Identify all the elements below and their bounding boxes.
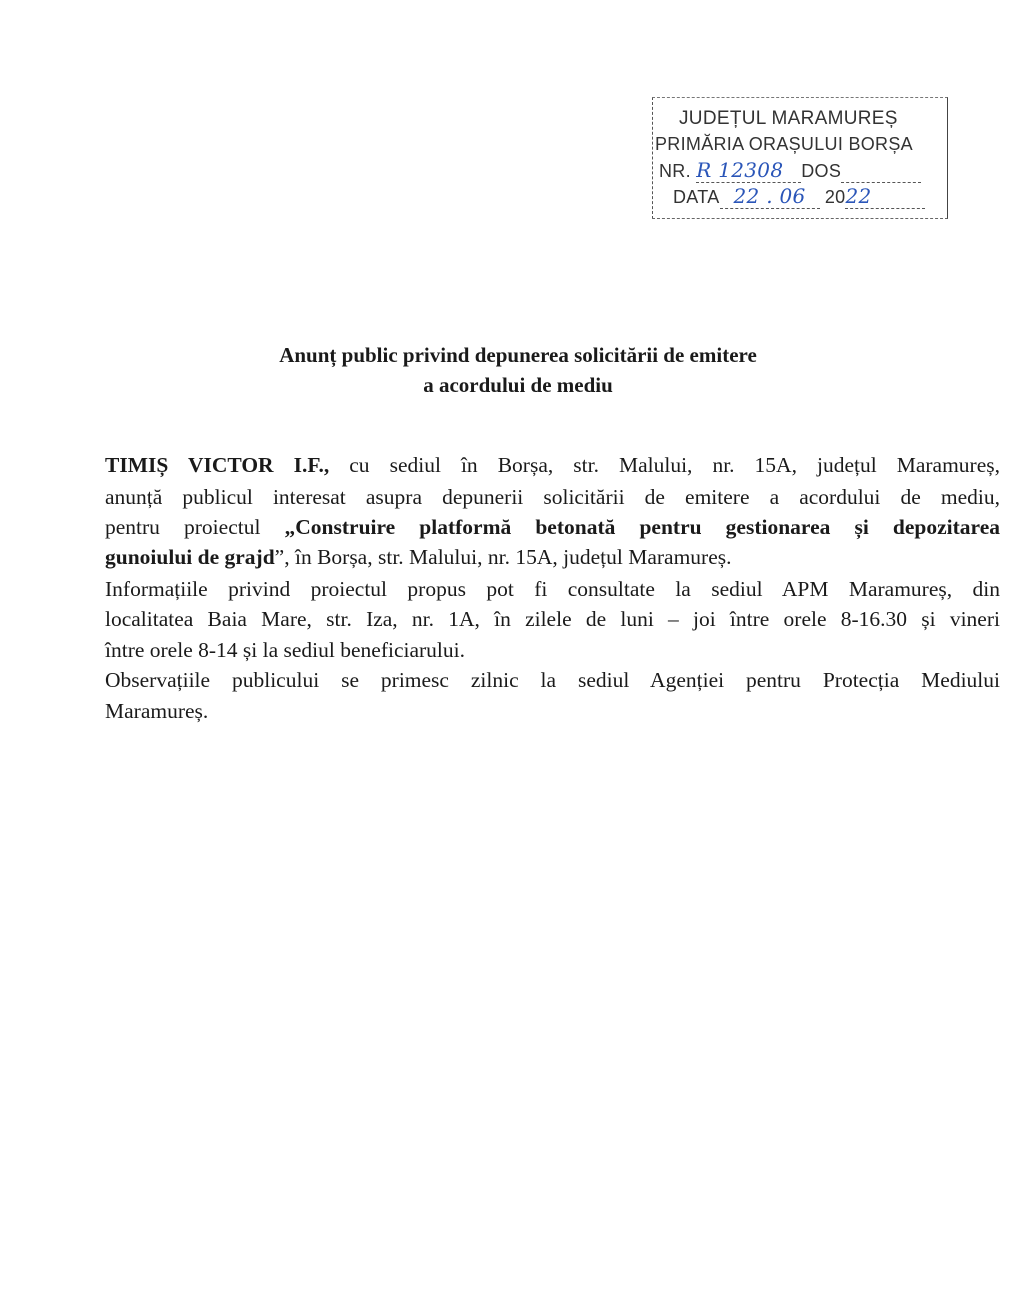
body-line: Maramureș. xyxy=(105,699,209,723)
stamp-date-row xyxy=(673,184,925,209)
body-text: cu sediul în Borșa, str. Malului, nr. 15A, județul Maramureș, xyxy=(329,453,1000,477)
body-text: pentru proiectul xyxy=(105,515,285,539)
body-line: între orele 8-14 și la sediul beneficiarului. xyxy=(105,638,465,662)
stamp-data-label: DATA xyxy=(673,187,720,207)
project-name-cont: gunoiului de grajd xyxy=(105,545,275,569)
stamp-date-value: 22 . 06 xyxy=(720,184,820,209)
page-title-line2: a acordului de mediu xyxy=(423,373,613,397)
stamp-institution: PRIMĂRIA ORAȘULUI BORȘA xyxy=(655,134,913,154)
stamp-county: JUDEȚUL MARAMUREȘ xyxy=(679,108,898,129)
registration-stamp xyxy=(652,97,948,219)
body-line xyxy=(105,515,1000,540)
body-line xyxy=(105,545,1000,570)
body-line: anunță publicul interesat asupra depunerii solicitării de emitere a acordului de mediu, xyxy=(105,485,1000,509)
stamp-year-suffix: 22 xyxy=(845,184,925,209)
body-line: Observațiile publicului se primesc zilnic la sediul Agenției pentru Protecția Mediului xyxy=(105,668,1000,692)
body-line: Informațiile privind proiectul propus pot fi consultate la sediul APM Maramureș, din xyxy=(105,577,1000,601)
stamp-dos-label: DOS xyxy=(801,161,842,181)
stamp-year-prefix: 20 xyxy=(824,187,846,207)
body-text: ”, în Borșa, str. Malului, nr. 15A, județul Maramureș. xyxy=(274,545,732,569)
project-name: „Construire platformă betonată pentru gestionarea și depozitarea xyxy=(284,515,1000,539)
stamp-nr-label: NR. xyxy=(659,161,691,181)
body-line xyxy=(105,453,1000,478)
applicant-name: TIMIȘ VICTOR I.F., xyxy=(105,453,330,477)
stamp-number-row xyxy=(659,158,921,183)
body-line: localitatea Baia Mare, str. Iza, nr. 1A, în zilele de luni – joi între orele 8-16.30 și vineri xyxy=(105,607,1000,631)
page-title-line1: Anunț public privind depunerea solicitării de emitere xyxy=(279,343,757,367)
stamp-nr-value: R 12308 xyxy=(696,158,801,183)
